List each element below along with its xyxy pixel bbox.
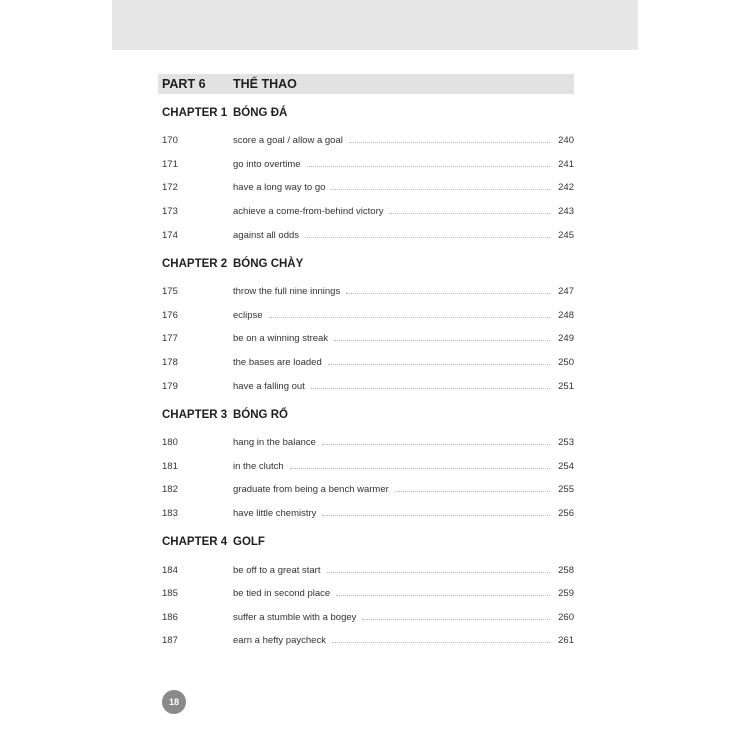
chapter-title: BÓNG CHÀY xyxy=(233,257,304,270)
dot-leader xyxy=(331,189,550,190)
entry-number: 176 xyxy=(162,309,178,321)
dot-leader xyxy=(346,293,550,294)
toc-entry[interactable] xyxy=(158,176,574,200)
chapter-section xyxy=(158,533,574,652)
dot-leader xyxy=(389,213,550,214)
chapter-label: CHAPTER 1 xyxy=(162,107,228,119)
part-label: PART 6 xyxy=(162,77,206,91)
chapter-title: BÓNG ĐÁ xyxy=(233,107,288,119)
entry-title: be on a winning streak xyxy=(233,333,329,345)
chapter-heading xyxy=(158,533,574,551)
entry-number: 171 xyxy=(162,158,178,170)
entry-title: be tied in second place xyxy=(233,588,331,600)
chapter-section xyxy=(158,255,574,398)
chapter-label: CHAPTER 3 xyxy=(162,408,228,421)
entry-page: 249 xyxy=(558,333,574,345)
toc-entry[interactable] xyxy=(158,200,574,224)
toc-entry[interactable] xyxy=(158,304,574,328)
toc-entry[interactable] xyxy=(158,153,574,177)
part-title: THỂ THAO xyxy=(233,77,297,91)
dot-leader xyxy=(322,515,550,516)
entry-number: 185 xyxy=(162,588,178,600)
chapter-section xyxy=(158,104,574,247)
dot-leader xyxy=(327,572,551,573)
dot-leader xyxy=(328,364,550,365)
toc-entry[interactable] xyxy=(158,351,574,375)
entry-number: 178 xyxy=(162,357,178,369)
chapter-label: CHAPTER 4 xyxy=(162,536,228,549)
toc-entry[interactable] xyxy=(158,431,574,455)
dot-leader xyxy=(334,340,550,341)
toc-entry[interactable] xyxy=(158,582,574,606)
dot-leader xyxy=(395,491,550,492)
dot-leader xyxy=(336,595,550,596)
top-gray-band xyxy=(112,0,638,50)
entry-page: 243 xyxy=(558,206,574,218)
dot-leader xyxy=(269,317,550,318)
toc-entry[interactable] xyxy=(158,558,574,582)
dot-leader xyxy=(305,237,550,238)
entry-number: 177 xyxy=(162,333,178,345)
dot-leader xyxy=(332,642,550,643)
entry-title: have little chemistry xyxy=(233,508,317,520)
entry-number: 179 xyxy=(162,380,178,392)
entry-page: 247 xyxy=(558,286,574,298)
entry-page: 259 xyxy=(558,588,574,600)
chapter-heading xyxy=(158,255,574,273)
entry-number: 172 xyxy=(162,182,178,194)
entry-number: 186 xyxy=(162,611,178,623)
entry-title: against all odds xyxy=(233,229,300,241)
entry-page: 250 xyxy=(558,357,574,369)
entry-number: 187 xyxy=(162,635,178,647)
entry-page: 241 xyxy=(558,158,574,170)
chapter-list xyxy=(158,104,574,653)
entry-title: have a long way to go xyxy=(233,182,326,194)
entry-page: 254 xyxy=(558,460,574,472)
dot-leader xyxy=(290,468,550,469)
entry-title: achieve a come-from-behind victory xyxy=(233,206,384,218)
toc-entry[interactable] xyxy=(158,223,574,247)
entry-page: 255 xyxy=(558,484,574,496)
dot-leader xyxy=(307,166,550,167)
entry-title: earn a hefty paycheck xyxy=(233,635,326,647)
toc-entry[interactable] xyxy=(158,129,574,153)
entry-page: 251 xyxy=(558,380,574,392)
part-header xyxy=(158,74,574,94)
toc-entry[interactable] xyxy=(158,374,574,398)
entry-page: 248 xyxy=(558,309,574,321)
entry-page: 256 xyxy=(558,508,574,520)
toc-entry[interactable] xyxy=(158,455,574,479)
entry-page: 245 xyxy=(558,229,574,241)
table-of-contents xyxy=(158,74,574,661)
entry-number: 184 xyxy=(162,564,178,576)
entry-title: eclipse xyxy=(233,309,263,321)
chapter-heading xyxy=(158,104,574,122)
entry-number: 175 xyxy=(162,286,178,298)
entry-number: 174 xyxy=(162,229,178,241)
entry-number: 173 xyxy=(162,206,178,218)
entry-page: 261 xyxy=(558,635,574,647)
chapter-label: CHAPTER 2 xyxy=(162,257,228,270)
entry-number: 182 xyxy=(162,484,178,496)
entry-number: 170 xyxy=(162,135,178,147)
dot-leader xyxy=(322,444,550,445)
toc-entry[interactable] xyxy=(158,478,574,502)
entry-title: throw the full nine innings xyxy=(233,286,341,298)
entry-page: 258 xyxy=(558,564,574,576)
entry-title: have a falling out xyxy=(233,380,305,392)
page-number-badge: 18 xyxy=(162,690,186,714)
entry-page: 253 xyxy=(558,437,574,449)
chapter-heading xyxy=(158,406,574,424)
toc-entry[interactable] xyxy=(158,606,574,630)
dot-leader xyxy=(311,388,550,389)
entry-number: 181 xyxy=(162,460,178,472)
entry-page: 242 xyxy=(558,182,574,194)
entry-page: 240 xyxy=(558,135,574,147)
toc-entry[interactable] xyxy=(158,280,574,304)
toc-entry[interactable] xyxy=(158,327,574,351)
entry-title: in the clutch xyxy=(233,460,284,472)
entry-title: go into overtime xyxy=(233,158,301,170)
entry-title: be off to a great start xyxy=(233,564,321,576)
entry-number: 180 xyxy=(162,437,178,449)
entry-page: 260 xyxy=(558,611,574,623)
entry-title: graduate from being a bench warmer xyxy=(233,484,389,496)
chapter-title: BÓNG RỔ xyxy=(233,408,288,421)
entry-number: 183 xyxy=(162,508,178,520)
toc-entry[interactable] xyxy=(158,502,574,526)
entry-title: the bases are loaded xyxy=(233,357,322,369)
chapter-section xyxy=(158,406,574,525)
dot-leader xyxy=(349,142,550,143)
entry-title: hang in the balance xyxy=(233,437,316,449)
chapter-title: GOLF xyxy=(233,536,265,549)
entry-title: score a goal / allow a goal xyxy=(233,135,343,147)
toc-entry[interactable] xyxy=(158,629,574,653)
entry-title: suffer a stumble with a bogey xyxy=(233,611,357,623)
dot-leader xyxy=(362,619,550,620)
